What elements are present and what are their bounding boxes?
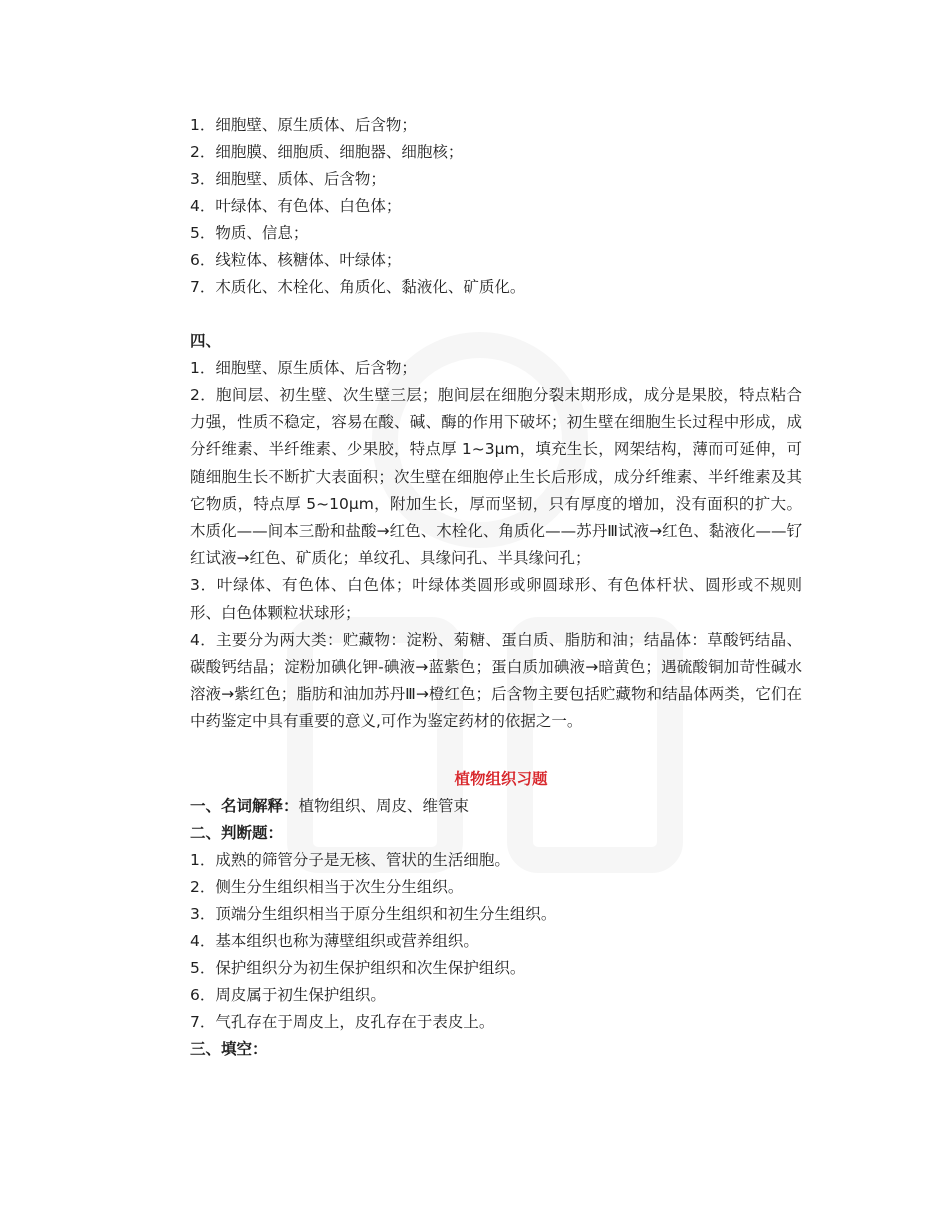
part-text: 植物组织、周皮、维管束	[298, 796, 470, 815]
list-item: 5．物质、信息；	[190, 224, 309, 242]
list-item: 1．细胞壁、原生质体、后含物；	[190, 116, 417, 134]
list-item: 2．侧生分生组织相当于次生分生组织。	[190, 877, 464, 896]
list-item: 6．线粒体、核糖体、叶绿体；	[190, 251, 402, 269]
section-heading: 四、	[190, 332, 222, 350]
exercise-part-2-label: 二、判断题：	[190, 823, 284, 842]
exercise-section	[190, 766, 802, 1063]
list-item: 7．气孔存在于周皮上，皮孔存在于表皮上。	[190, 1012, 495, 1031]
list-item: 2．细胞膜、细胞质、细胞器、细胞核；	[190, 143, 464, 161]
document-page	[190, 112, 802, 1063]
list-item: 2．胞间层、初生壁、次生壁三层；胞间层在细胞分裂末期形成，成分是果胶，特点粘合力强，性质不稳定，容易在酸、碱、酶的作用下破坏；初生壁在细胞生长过程中形成，成分纤维素、半纤维素、少果胶，特点厚 1~3μm，填充生长，网架结构，薄而可延伸，可随细胞生长不断扩大表面积；次生壁在细胞停止生长后形成，成分纤维素、半纤维素及其它物质，特点厚 5~10μm，附加生长，厚而坚韧，只有厚度的增加，没有面积的扩大。木质化——间本三酚和盐酸→红色、木栓化、角质化——苏丹Ⅲ试液→红色、黏液化——钌红试液→红色、矿质化；单纹孔、具缘问孔、半具缘问孔；	[190, 386, 802, 568]
part-label: 一、名词解释：	[190, 796, 299, 815]
list-item: 4．主要分为两大类：贮藏物：淀粉、菊糖、蛋白质、脂肪和油；结晶体：草酸钙结晶、碳酸钙结晶；淀粉加碘化钾-碘液→蓝紫色；蛋白质加碘液→暗黄色；遇硫酸铜加苛性碱水溶液→紫红色；脂肪和油加苏丹Ⅲ→橙红色；后含物主要包括贮藏物和结晶体两类，它们在中药鉴定中具有重要的意义,可作为鉴定药材的依据之一。	[190, 630, 802, 731]
list-item: 4．叶绿体、有色体、白色体；	[190, 197, 402, 215]
exercise-part-1	[190, 793, 802, 820]
list-item: 4．基本组织也称为薄壁组织或营养组织。	[190, 931, 479, 950]
list-item: 1．成熟的筛管分子是无核、管状的生活细胞。	[190, 850, 510, 869]
list-item: 3．顶端分生组织相当于原分生组织和初生分生组织。	[190, 904, 557, 923]
answer-section-4	[190, 328, 802, 736]
list-item: 7．木质化、木栓化、角质化、黏液化、矿质化。	[190, 278, 526, 296]
list-item: 6．周皮属于初生保护组织。	[190, 985, 386, 1004]
exercise-title: 植物组织习题	[454, 769, 548, 788]
list-item: 1．细胞壁、原生质体、后含物；	[190, 359, 417, 377]
exercise-part-3-label: 三、填空：	[190, 1039, 268, 1058]
list-item: 3．叶绿体、有色体、白色体；叶绿体类圆形或卵圆球形、有色体杆状、圆形或不规则形、白色体颗粒状球形；	[190, 576, 802, 622]
list-item: 3．细胞壁、质体、后含物；	[190, 170, 386, 188]
list-item: 5．保护组织分为初生保护组织和次生保护组织。	[190, 958, 526, 977]
answer-list-section-3	[190, 112, 802, 301]
